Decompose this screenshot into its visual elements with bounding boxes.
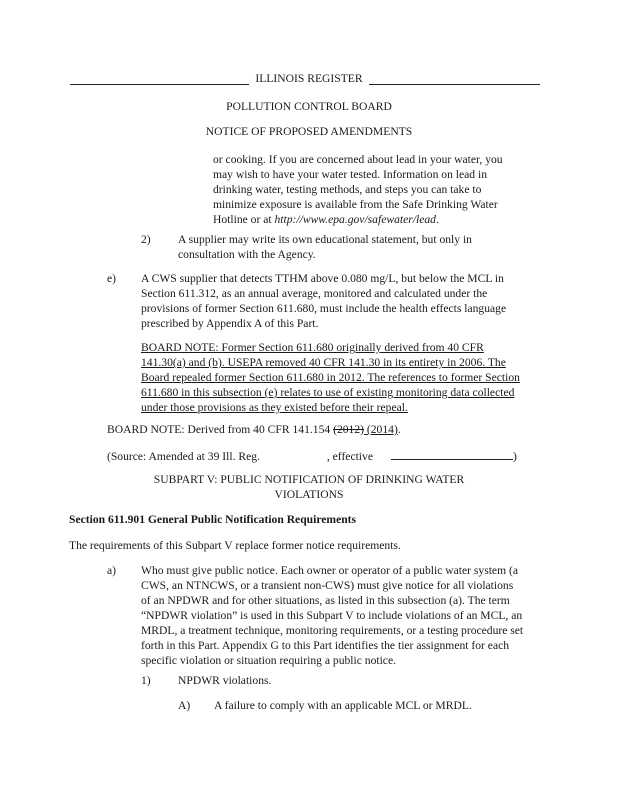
struck-year: (2012)	[333, 423, 364, 436]
item-2-line-2: consultation with the Agency.	[178, 248, 316, 261]
item-1-text: NPDWR violations.	[178, 674, 272, 687]
item-a-line-6: forth in this Part. Appendix G to this Part identifies the tier assignment for each	[141, 639, 510, 652]
item-a-line-2: CWS, an NTNCWS, or a transient non-CWS) must give notice for all violations	[141, 579, 514, 592]
register-title: ILLINOIS REGISTER	[0, 71, 618, 86]
item-e-number: e)	[107, 272, 117, 285]
cont-line-2: may wish to have your water tested. Information on lead in	[213, 168, 487, 181]
item-a-line-4: “NPDWR violation” is used in this Subpart V to include violations of an MCL, an	[141, 609, 523, 622]
board-note-2: BOARD NOTE: Derived from 40 CFR 141.154 (2012) (2014).	[107, 423, 401, 436]
added-year: (2014)	[364, 423, 398, 436]
item-e-line-4: prescribed by Appendix A of this Part.	[141, 317, 319, 330]
item-a-number: a)	[107, 564, 117, 577]
item-e-line-2: Section 611.312, as an annual average, monitored and calculated under the	[141, 287, 488, 300]
item-a-line-1: Who must give public notice. Each owner or operator of a public water system (a	[141, 564, 518, 577]
item-2-line-1: A supplier may write its own educational statement, but only in	[178, 233, 472, 246]
board-note-1-line-4: 611.680 in this subsection (e) relates to use of existing monitoring data collected	[141, 386, 515, 399]
item-A-text: A failure to comply with an applicable MCL or MRDL.	[214, 699, 472, 712]
source-line: (Source: Amended at 39 Ill. Reg. , effective )	[107, 450, 517, 463]
cont-line-4: minimize exposure is available from the Safe Drinking Water	[213, 198, 498, 211]
cont-line-3: drinking water, testing methods, and steps you can take to	[213, 183, 482, 196]
item-A-number: A)	[178, 699, 191, 712]
item-a-line-5: MRDL, a treatment technique, monitoring requirements, or a testing procedure set	[141, 624, 524, 637]
board-note-1-line-3: Board repealed former Section 611.680 in 2012. The references to former Section	[141, 371, 520, 384]
board-note-1-line-1: BOARD NOTE: Former Section 611.680 originally derived from 40 CFR	[141, 341, 484, 354]
item-2-number: 2)	[141, 233, 151, 246]
board-note-1-line-5: under those provisions as they existed before their repeal.	[141, 401, 408, 414]
board-note-1-line-2: 141.30(a) and (b). USEPA removed 40 CFR 141.30 in its entirety in 2006. The	[141, 356, 506, 369]
board-title: POLLUTION CONTROL BOARD	[226, 100, 392, 113]
notice-title: NOTICE OF PROPOSED AMENDMENTS	[205, 125, 413, 138]
item-1-number: 1)	[141, 674, 151, 687]
item-e-line-3: provisions of former Section 611.680, must include the health effects language	[141, 302, 507, 315]
effective-date-blank	[391, 448, 513, 460]
subpart-title-line-2: VIOLATIONS	[274, 488, 344, 501]
epa-lead-link: http://www.epa.gov/safewater/lead	[274, 213, 436, 226]
cont-line-5: Hotline or at http://www.epa.gov/safewater/lead.	[213, 213, 439, 226]
item-a-line-7: specific violation or situation requiring a public notice.	[141, 654, 396, 667]
section-heading: Section 611.901 General Public Notification Requirements	[69, 513, 357, 526]
item-e-line-1: A CWS supplier that detects TTHM above 0.080 mg/L, but below the MCL in	[141, 272, 504, 285]
item-a-line-3: of an NPDWR and for other situations, as listed in this subsection (a). The term	[141, 594, 510, 607]
intro-sentence: The requirements of this Subpart V replace former notice requirements.	[69, 539, 401, 552]
subpart-title-line-1: SUBPART V: PUBLIC NOTIFICATION OF DRINKING WATER	[153, 473, 465, 486]
cont-line-1: or cooking. If you are concerned about lead in your water, you	[213, 153, 503, 166]
